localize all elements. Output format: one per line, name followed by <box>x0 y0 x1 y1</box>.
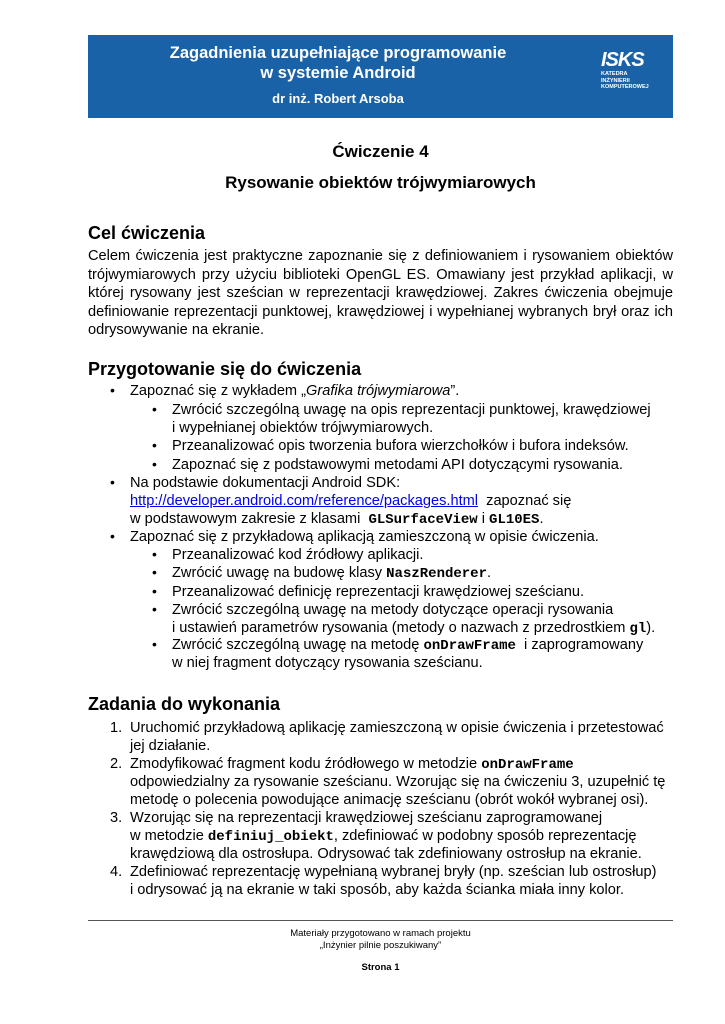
task-item-cont: i odrysować ją na ekranie w taki sposób, aby każda ścianka miała inny kolor. <box>130 882 625 898</box>
bullet: • <box>152 456 157 472</box>
task-number: 1. <box>110 720 123 736</box>
prep-subitem: Zwrócić szczególną uwagę na opis reprezentacji punktowej, krawędziowej <box>172 402 651 418</box>
task-number: 2. <box>110 756 123 772</box>
department-logo: ISKS KATEDRA INŻYNIERII KOMPUTEROWEJ <box>601 49 649 90</box>
prep-subitem: Zapoznać się z podstawowymi metodami API dotyczącymi rysowania. <box>172 457 623 473</box>
prep-subitem: Zwrócić uwagę na budowę klasy NaszRenderer. <box>172 565 492 582</box>
goal-heading: Cel ćwiczenia <box>88 223 206 243</box>
footer-line1: Materiały przygotowano w ramach projektu <box>290 928 471 939</box>
footer-divider <box>88 920 673 921</box>
prep-subitem: Przeanalizować definicję reprezentacji krawędziowej sześcianu. <box>172 584 585 600</box>
task-item-cont: metodę o polecenia powodujące animację sześcianu (obrót wokół wybranej osi). <box>130 792 649 808</box>
prep-heading: Przygotowanie się do ćwiczenia <box>88 359 362 379</box>
exercise-title: Ćwiczenie 4 <box>332 142 429 161</box>
task-item: Zdefiniować reprezentację wypełnianą wybranej bryły (np. sześcian lub ostrosłup) <box>130 864 657 880</box>
bullet: • <box>152 437 157 453</box>
author: dr inż. Robert Arsoba <box>272 91 404 106</box>
task-item-cont: w metodzie definiuj_obiekt, zdefiniować w podobny sposób reprezentację <box>130 828 637 845</box>
task-item-cont: odpowiedzialny za rysowanie sześcianu. Wzorując się na ćwiczeniu 3, uzupełnić tę <box>130 774 666 790</box>
prep-subitem-cont: w niej fragment dotyczący rysowania sześcianu. <box>172 655 483 671</box>
prep-item: Zapoznać się z wykładem „Grafika trójwymiarowa”. <box>130 383 460 399</box>
bullet: • <box>110 382 115 398</box>
task-number: 4. <box>110 864 123 880</box>
bullet: • <box>152 636 157 652</box>
prep-subitem-cont: i ustawień parametrów rysowania (metody o nazwach z przedrostkiem gl). <box>172 620 656 637</box>
prep-item: Zapoznać się z przykładową aplikacją zamieszczoną w opisie ćwiczenia. <box>130 529 599 545</box>
prep-subitem: Zwrócić szczególną uwagę na metody dotyczące operacji rysowania <box>172 602 614 618</box>
prep-subitem-cont: i wypełnianej obiektów trójwymiarowych. <box>172 420 434 436</box>
android-docs-link[interactable]: http://developer.android.com/reference/packages.html <box>130 493 479 509</box>
task-item-cont: jej działanie. <box>130 738 211 754</box>
task-item: Zmodyfikować fragment kodu źródłowego w metodzie onDrawFrame <box>130 756 574 773</box>
bullet: • <box>152 583 157 599</box>
page-number: Strona 1 <box>361 962 400 973</box>
bullet: • <box>110 474 115 490</box>
bullet: • <box>152 401 157 417</box>
prep-item-cont: w podstawowym zakresie z klasami GLSurfaceView i GL10ES. <box>130 511 544 528</box>
task-item-cont: krawędziową dla ostrosłupa. Odrysować tak zdefiniowany ostrosłup na ekranie. <box>130 846 642 862</box>
bullet: • <box>152 601 157 617</box>
task-item: Wzorując się na reprezentacji krawędziowej sześcianu zaprogramowanej <box>130 810 603 826</box>
tasks-heading: Zadania do wykonania <box>88 694 281 714</box>
goal-text: Celem ćwiczenia jest praktyczne zapoznanie się z definiowaniem i rysowaniem obiektów trójwymiarowych przy użyciu biblioteki OpenGL ES. Omawiany jest przykład aplikacji, w której rysowany jest sześcian w reprezentacji krawędziowej. Zakres ćwiczenia obejmuje definiowanie reprezentacji punktowej, krawędziowej i wypełnianej wybranych brył oraz ich odrysowywanie na ekranie. <box>88 248 673 338</box>
bullet: • <box>152 546 157 562</box>
prep-item: Na podstawie dokumentacji Android SDK: <box>130 475 401 491</box>
footer-line2: „Inżynier pilnie poszukiwany” <box>319 940 442 951</box>
prep-subitem: Zwrócić szczególną uwagę na metodę onDrawFrame i zaprogramowany <box>172 637 644 654</box>
exercise-subtitle: Rysowanie obiektów trójwymiarowych <box>225 173 536 192</box>
prep-item-cont: http://developer.android.com/reference/packages.html zapoznać się <box>130 493 572 509</box>
course-title-line2: w systemie Android <box>260 64 416 82</box>
bullet: • <box>152 564 157 580</box>
course-title-line1: Zagadnienia uzupełniające programowanie <box>169 44 507 62</box>
prep-subitem: Przeanalizować kod źródłowy aplikacji. <box>172 547 424 563</box>
task-number: 3. <box>110 810 123 826</box>
bullet: • <box>110 528 115 544</box>
prep-subitem: Przeanalizować opis tworzenia bufora wierzchołków i bufora indeksów. <box>172 438 629 454</box>
task-item: Uruchomić przykładową aplikację zamieszczoną w opisie ćwiczenia i przetestować <box>130 720 664 736</box>
header-banner <box>88 35 673 118</box>
